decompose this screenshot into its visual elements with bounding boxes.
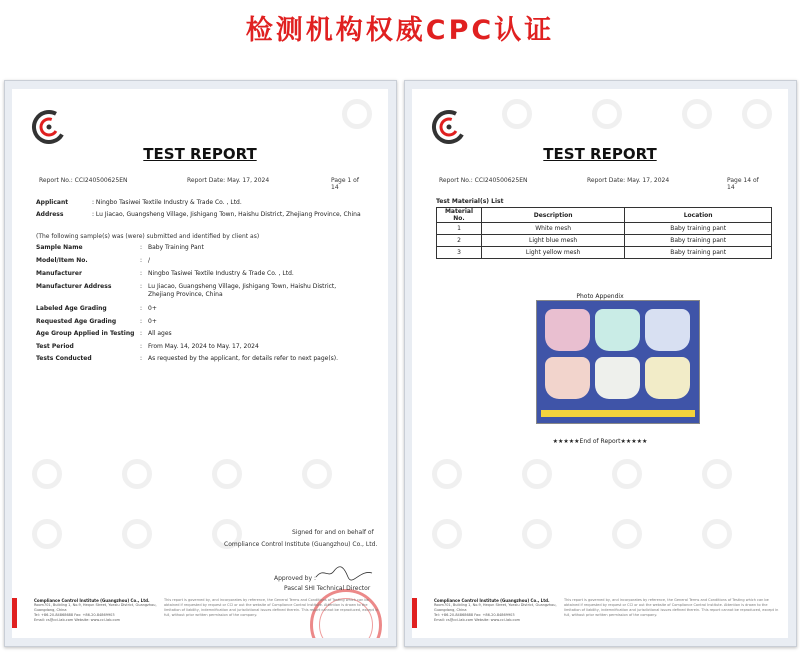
footer-accent-bar [412, 598, 417, 628]
table-cell: 3 [437, 247, 482, 259]
table-cell: White mesh [482, 223, 625, 235]
signature-icon [314, 565, 374, 581]
materials-table [436, 207, 772, 259]
report-number: Report No.: CCI240500625EN [439, 177, 528, 184]
peach-pant-image [545, 357, 590, 399]
footer-company: Compliance Control Institute (Guangzhou) Co., Ltd. [434, 598, 550, 603]
table-cell: Baby training pant [625, 223, 772, 235]
report-page-1 [4, 80, 397, 647]
table-cell: Baby training pant [625, 247, 772, 259]
table-row [437, 223, 772, 235]
mint-pant-image [595, 309, 640, 351]
technical-director: Pascal SHI Technical Director [284, 585, 371, 592]
table-cell: Light yellow mesh [482, 247, 625, 259]
table-cell: 1 [437, 223, 482, 235]
footer-terms: This report is governed by, and incorporates by reference, the General Terms and Conditions of Testing which can be obtained if requested by request or CCI or out the website of Compliance Control Institute. Attention is drawn to the limitation of liability, indemnification and jurisdictional issues defined therein. This report cannot be reproduced, except in full, without prior written permission of the company. [164, 598, 379, 617]
materials-title: Test Material(s) List [436, 198, 504, 205]
field-label: Sample Name [36, 244, 83, 251]
page-14-paper [412, 89, 788, 638]
field-label: Test Period [36, 343, 74, 350]
field-value: 0+ [148, 305, 157, 312]
page-footer [24, 598, 380, 626]
cci-logo-icon [431, 109, 467, 145]
table-cell: Baby training pant [625, 235, 772, 247]
field-label: Requested Age Grading [36, 318, 117, 325]
report-date: Report Date: May. 17, 2024 [187, 177, 270, 184]
footer-company: Compliance Control Institute (Guangzhou) Co., Ltd. [34, 598, 150, 603]
table-row [437, 235, 772, 247]
field-label: Manufacturer [36, 270, 82, 277]
field-value: As requested by the applicant, for details refer to next page(s). [148, 355, 339, 362]
field-value: / [148, 257, 151, 264]
footer-address: Room701, Building 1, No.9, Hequn Street, Yuexiu District, Guangzhou, Guangdong, China [34, 603, 157, 612]
column-header: Description [482, 208, 625, 223]
banner-title: 检测机构权威CPC认证 [245, 15, 555, 46]
report-title: TEST REPORT [143, 145, 257, 163]
report-title: TEST REPORT [543, 145, 657, 163]
field-value: : Lu Jiacao, Guangsheng Village, Jishigang Town, Haishu District, Zhejiang Province, China [92, 211, 361, 218]
table-cell: 2 [437, 235, 482, 247]
column-header: Material No. [437, 208, 482, 223]
pink-pant-image [545, 309, 590, 351]
signed-on-behalf: Signed for and on behalf of [292, 529, 374, 536]
field-label: Labeled Age Grading [36, 305, 107, 312]
page-number: Page 14 of 14 [727, 177, 759, 191]
approved-by: Approved by : [274, 575, 316, 582]
table-header-row [437, 208, 772, 223]
report-number: Report No.: CCI240500625EN [39, 177, 128, 184]
end-of-report: ★★★★★End of Report★★★★★ [552, 438, 648, 445]
column-header: Location [625, 208, 772, 223]
footer-accent-bar [12, 598, 17, 628]
footer-terms: This report is governed by, and incorporates by reference, the General Terms and Conditions of Testing which can be obtained if requested by request or CCI or out the website of Compliance Control Institute. Attention is drawn to the limitation of liability, indemnification and jurisdictional issues defined therein. This report cannot be reproduced, except in full, without prior written permission of the company. [564, 598, 779, 617]
report-date: Report Date: May. 17, 2024 [587, 177, 670, 184]
field-value: From May. 14, 2024 to May. 17, 2024 [148, 343, 259, 350]
field-value: Baby Training Pant [148, 244, 204, 251]
page-footer [424, 598, 780, 626]
yellow-pant-image [645, 357, 690, 399]
field-value: 0+ [148, 318, 157, 325]
field-label: Address [36, 211, 64, 218]
table-cell: Light blue mesh [482, 235, 625, 247]
photo-caption: Photo Appendix [576, 293, 624, 300]
blue-pant-image [645, 309, 690, 351]
sample-note: (The following sample(s) was (were) submitted and identified by client as) [36, 233, 260, 240]
page-1-paper: TEST REPORT Report No.: CCI240500625EN Report Date: May. 17, 2024 Page 1 of 14 Applicant : Ningbo Tasiwei Textile Industry & Trade Co. , Ltd. Address : Lu Jiacao, Guangsheng Village, Jishigang Town, Haishu District, Zhejiang Province, China (The following sample(s) was (were) submitted and identified by client as) Sample Name : Baby Training Pant Model/Item No. : / Manufacturer : Ningbo Tasiwei Textile Industry & Trade Co. , Ltd. Manufacturer Address : Lu Jiacao, Guangsheng Village, Jishigang Town, Haishu District, Zhejiang Province, China Labeled Age Grading : 0+ Requested Age Grading : 0+ Age Group Applied in Testing : All ages Test Period : From May. 14, 2024 to May. 17, 2024 Tests Conducted : As requested by the applicant, for details refer to next page(s). Signed for and on behalf of Compliance Control Institute (Guangzhou) Co., Ltd. Approved by : Pascal SHI Technical Director Compliance Control Institute (Guangzhou) Co., Ltd. Room701, Building 1, No.9, Hequn Street, Yuexiu District, Guangzhou, Guangdong, China Tel: +86-20-84868688 Fax: +86-20-84869903 Email: cs@cci-lab.com Website: www.cci-lab.com This report is governed by, and incorporates by reference, the General Terms and Conditions of Testing which can be obtained if requested by request or CCI or out the website of Compliance Control Institute. Attention is drawn to the limitation of liability, indemnification and jurisdictional issues defined therein. This report cannot be reproduced, except in full, without prior written permission of the company. [12, 89, 388, 638]
field-label: Age Group Applied in Testing [36, 330, 135, 337]
field-value: All ages [148, 330, 172, 337]
footer-address: Room701, Building 1, No.9, Hequn Street, Yuexiu District, Guangzhou, Guangdong, China [434, 603, 557, 612]
report-page-14 [404, 80, 797, 647]
field-value: Lu Jiacao, Guangsheng Village, Jishigang Town, Haishu District, Zhejiang Province, China [148, 283, 337, 298]
field-value: : Ningbo Tasiwei Textile Industry & Trade Co. , Ltd. [92, 199, 242, 206]
field-label: Applicant [36, 199, 69, 206]
measuring-ruler [541, 410, 695, 417]
sample-photo [536, 300, 700, 424]
footer-contact: Tel: +86-20-84868688 Fax: +86-20-84869903 [34, 613, 115, 617]
field-label: Model/Item No. [36, 257, 88, 264]
white-pant-image [595, 357, 640, 399]
field-label: Manufacturer Address [36, 283, 112, 290]
institute-name: Compliance Control Institute (Guangzhou) Co., Ltd. [224, 541, 378, 548]
field-value: Ningbo Tasiwei Textile Industry & Trade Co. , Ltd. [148, 270, 294, 277]
field-label: Tests Conducted [36, 355, 92, 362]
footer-email: Email: cs@cci-lab.com Website: www.cci-lab.com [434, 618, 521, 622]
page-number: Page 1 of 14 [331, 177, 359, 191]
footer-contact: Tel: +86-20-84868688 Fax: +86-20-84869903 [434, 613, 515, 617]
footer-email: Email: cs@cci-lab.com Website: www.cci-lab.com [34, 618, 121, 622]
table-row [437, 247, 772, 259]
cci-logo-icon [31, 109, 67, 145]
